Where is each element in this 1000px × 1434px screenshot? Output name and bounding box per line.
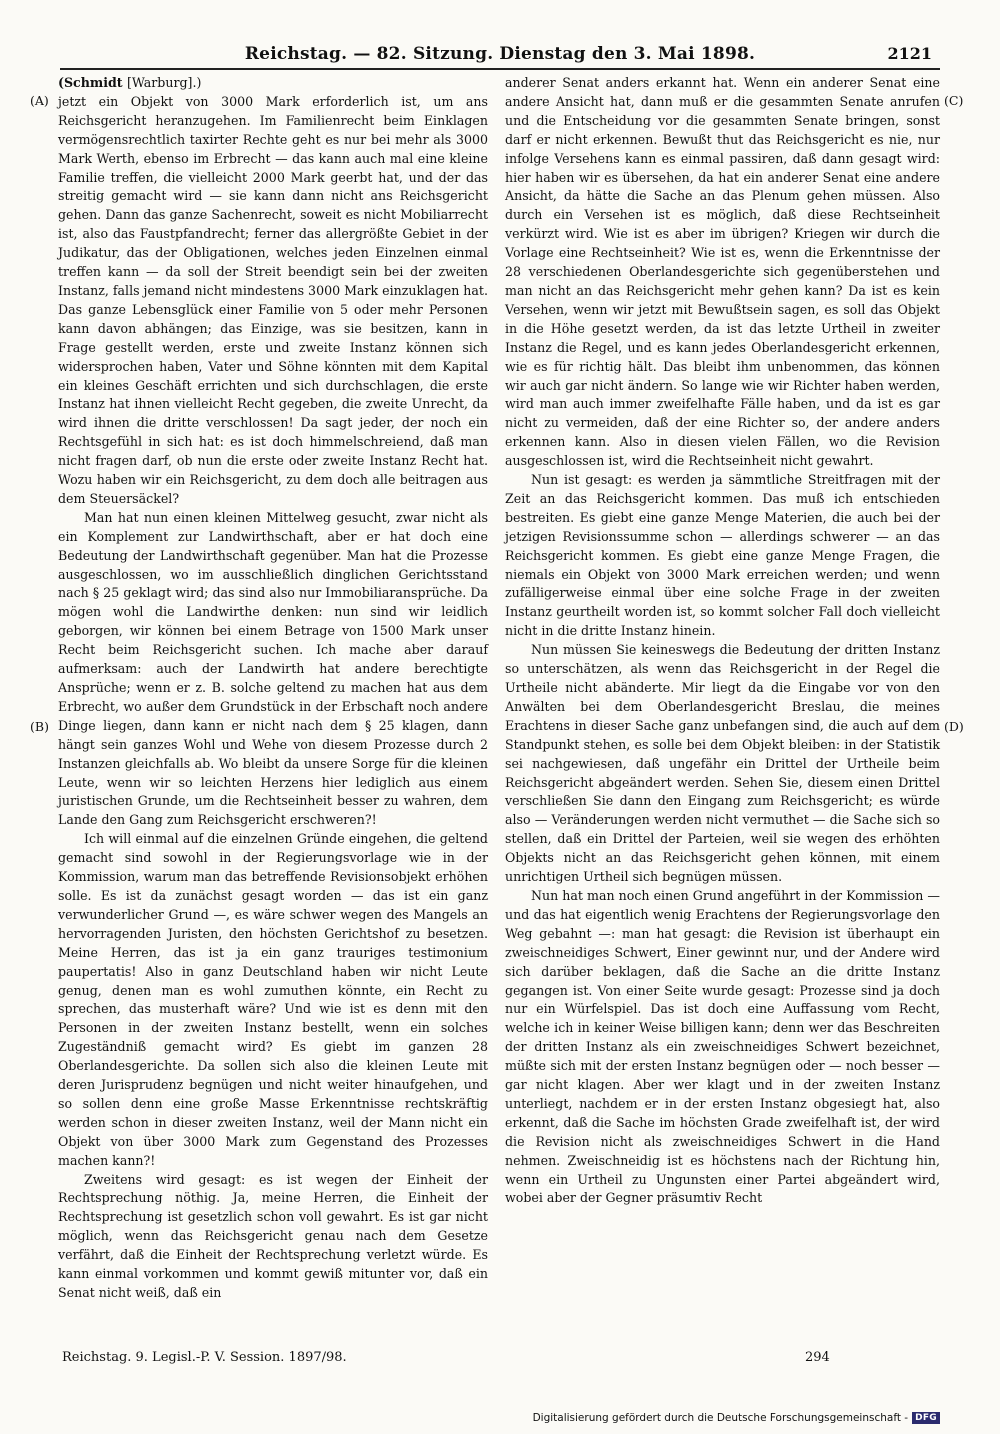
credit-text: Digitalisierung gefördert durch die Deutsche Forschungsgemeinschaft - [532,1412,909,1424]
page-title: Reichstag. — 82. Sitzung. Dienstag den 3. Mai 1898. [244,44,756,64]
speaker-label [58,74,488,93]
left-paragraph-4: Zweitens wird gesagt: es ist wegen der Einheit der Rechtsprechung nöthig. Ja, meine Herren, die Einheit der Rechtsprechung ist gesetzlich schon voll gewahrt. Es ist gar nicht möglich, wenn das Reichsgericht genau nach dem Gesetze verfährt, daß die Einheit der Rechtsprechung verletzt würde. Es kann einmal vorkommen und kommt gewiß mitunter vor, daß ein Senat nicht weiß, daß ein [58,1171,488,1300]
right-paragraph-3: Nun müssen Sie keineswegs die Bedeutung der dritten Instanz so unterschätzen, als wenn das Reichsgericht in der Regel die Urtheile nicht abänderte. Mir liegt da die Eingabe vor von den Anwälten bei dem Oberlandesgericht Breslau, die meines Erachtens in dieser Sache ganz unbefangen sind, die auch auf dem Standpunkt stehen, es solle bei dem Objekt bleiben: in der Statistik sei nachgewiesen, daß ungefähr ein Drittel der Urtheile beim Reichsgericht abgeändert werden. Sehen Sie, diesem einen Drittel verschließen Sie dann den Eingang zum Reichsgericht; es würde also — Veränderungen werden nicht vermuthet — die Sache sich so stellen, daß ein Drittel der Parteien, weil sie wegen des erhöhten Objekts nicht an das Reichsgericht gehen können, mit einem unrichtigen Urtheil sich begnügen müssen. [505,642,940,885]
left-paragraph-2: Man hat nun einen kleinen Mittelweg gesucht, zwar nicht als ein Komplement zur Landwirthschaft, aber er hat doch eine Bedeutung der Landwirthschaft gegenüber. Man hat die Prozesse ausgeschlossen, wo im ausschließlich dinglichen Gerichtsstand nach § 25 geklagt wird; das sind also nur Immobiliaransprüche. Da mögen wohl die Landwirthe denken: nun sind wir leidlich geborgen, wir können bei einem Betrage von 1500 Mark unser Recht beim Reichsgericht suchen. Ich mache aber darauf aufmerksam: auch der Landwirth hat andere berechtigte Ansprüche; wenn er z. B. solche geltend zu machen hat aus dem Erbrecht, wo außer dem Grundstück in der Erbschaft noch andere Dinge liegen, dann kann er nicht nach dem § 25 klagen, dann hängt sein ganzes Wohl und Wehe von diesem Prozesse durch 2 Instanzen gleichfalls ab. Wo bleibt da unsere Sorge für die kleinen Leute, wenn wir so leichten Herzens hier lediglich aus einem juristischen Grunde, um die Rechtseinheit besser zu wahren, dem Lande den Gang zum Reichsgericht erschweren?! [58,509,488,828]
page-header [0,44,1000,66]
footer-sheet-number: 294 [805,1350,830,1365]
speaker-name: (Schmidt [58,75,123,90]
left-paragraph-3: Ich will einmal auf die einzelnen Gründe eingehen, die geltend gemacht sind sowohl in der Regierungsvorlage wie in der Kommission, warum man das betreffende Revisionsobjekt erhöhen solle. Es ist da zunächst gesagt worden — das ist ein ganz verwunderlicher Grund —, es wäre schwer wegen des Mangels an hervorragenden Juristen, den höchsten Gerichtshof zu besetzen. Meine Herren, das ist ja ein ganz trauriges testimonium paupertatis! Also in ganz Deutschland haben wir nicht Leute genug, denen man es wohl zumuthen könnte, ein Recht zu sprechen, das musterhaft wäre? Und wie ist es denn mit den Personen in der zweiten Instanz bestellt, wenn ein solches Zugeständniß gemacht wird? Es giebt im ganzen 28 Oberlandesgerichte. Da sollen sich also die kleinen Leute mit deren Jurisprudenz begnügen und nicht weiter hinaufgehen, und so sollen denn eine große Masse Erkenntnisse rechtskräftig werden schon in dieser zweiten Instanz, weil der Mann nicht ein Objekt von über 3000 Mark zum Gegenstand des Prozesses machen kann?! [58,831,488,1168]
speaker-place: [Warburg].) [127,75,202,90]
margin-marker-d: (D) [944,719,964,734]
page-number: 2121 [887,44,932,63]
margin-marker-b: (B) [30,719,49,734]
margin-marker-a: (A) [30,93,49,108]
digitization-credit [533,1412,940,1424]
footer-session: Reichstag. 9. Legisl.-P. V. Session. 1897/98. [62,1350,347,1365]
margin-marker-c: (C) [944,93,964,108]
right-column [505,74,940,1208]
right-paragraph-2: Nun ist gesagt: es werden ja sämmtliche Streitfragen mit der Zeit an das Reichsgericht kommen. Das muß ich entschieden bestreiten. Es giebt eine ganze Menge Materien, die auch bei der jetzigen Revisionssumme schon — allerdings schwerer — an das Reichsgericht kommen. Es giebt eine ganze Menge Fragen, die niemals ein Objekt von 3000 Mark erreichen werden; und wenn zufälligerweise einmal über eine solche Frage in der zweiten Instanz geurtheilt worden ist, so kommt solcher Fall doch vielleicht nicht in die dritte Instanz hinein. [505,472,940,639]
header-rule [60,68,940,70]
dfg-logo-icon: DFG [912,1412,940,1424]
left-paragraph-1: jetzt ein Objekt von 3000 Mark erforderlich ist, um ans Reichsgericht heranzugehen. Im Familienrecht beim Einklagen vermögensrechtlich taxirter Rechte geht es nur bei mehr als 3000 Mark Werth, ebenso im Erbrecht — das kann auch mal eine kleine Familie treffen, die vielleicht 2000 Mark geerbt hat, und der das streitig gemacht wird — sie kann dann nicht ans Reichsgericht gehen. Dann das ganze Sachenrecht, soweit es nicht Mobiliarrecht ist, also das Faustpfandrecht; ferner das allergrößte Gebiet in der Judikatur, das der Obligationen, welches jeden Einzelnen einmal treffen kann — da soll der Streit beendigt sein bei der zweiten Instanz, falls jemand nicht mindestens 3000 Mark einzuklagen hat. Das ganze Lebensglück einer Familie von 5 oder mehr Personen kann davon abhängen; das Einzige, was sie besitzen, kann in Frage gestellt werden, erste und zweite Instanz können sich widersprochen haben, Vater und Söhne könnten mit dem Kapital ein kleines Geschäft errichten und sich durchschlagen, die erste Instanz hat ihnen vielleicht Recht gegeben, die zweite Unrecht, da wird ihnen die dritte verschlossen! Da sagt jeder, der noch ein Rechtsgefühl in sich hat: es ist doch himmelschreiend, daß man nicht fragen darf, ob nun die erste oder zweite Instanz Recht hat. Wozu haben wir ein Reichsgericht, zu dem doch alle beitragen aus dem Steuersäckel? [58,93,488,506]
right-paragraph-4: Nun hat man noch einen Grund angeführt in der Kommission — und das hat eigentlich wenig Erachtens der Regierungsvorlage den Weg gebahnt —: man hat gesagt: die Revision ist überhaupt ein zweischneidiges Schwert, Einer gewinnt nur, und der Andere wird sich darüber beklagen, daß die Sache an die dritte Instanz gegangen ist. Von einer Seite wurde gesagt: Prozesse sind ja doch nur ein Würfelspiel. Das ist doch eine Auffassung vom Recht, welche ich in keiner Weise billigen kann; denn wer das Beschreiten der dritten Instanz als ein zweischneidiges Schwert bezeichnet, müßte sich mit der ersten Instanz begnügen oder — noch besser — gar nicht klagen. Aber wer klagt und in der zweiten Instanz unterliegt, nachdem er in der ersten Instanz obgesiegt hat, also erkennt, daß die Sache im höchsten Grade zweifelhaft ist, der wird die Revision nicht als zweischneidiges Schwert in die Hand nehmen. Zweischneidig ist es höchstens nach der Richtung hin, wenn ein Urtheil zu Ungunsten einer Partei abgeändert wird, wobei aber der Gegner präsumtiv Recht [505,887,940,1206]
right-paragraph-1: anderer Senat anders erkannt hat. Wenn ein anderer Senat eine andere Ansicht hat, dann muß er die gesammten Senate anrufen und die Entscheidung vor die gesammten Senate bringen, sonst darf er nicht erkennen. Bewußt thut das Reichsgericht es nie, nur infolge Versehens kann es einmal passiren, daß dann gesagt wird: hier haben wir es übersehen, da hat ein anderer Senat eine andere Ansicht, da hätte die Sache an das Plenum gehen müssen. Also durch ein Versehen ist es möglich, daß diese Rechtseinheit verkürzt wird. Wie ist es aber im übrigen? Kriegen wir durch die Vorlage eine Rechtseinheit? Wie ist es, wenn die Erkenntnisse der 28 verschiedenen Oberlandesgerichte sich gegenüberstehen und man nicht an das Reichsgericht mehr gehen kann? Da ist es kein Versehen, wenn wir jetzt mit Bewußtsein sagen, es soll das Objekt in die Höhe gesetzt werden, da ist das letzte Urtheil in zweiter Instanz die Regel, und es kann jedes Oberlandesgericht erkennen, wie es für richtig hält. Das bleibt ihm unbenommen, das können wir auch gar nicht ändern. So lange wie wir Richter haben werden, wird man auch immer zweifelhafte Fälle haben, und da ist es gar nicht zu vermeiden, daß der eine Richter so, der andere anders erkennen kann. Also in diesen vielen Fällen, wo die Revision ausgeschlossen ist, wird die Rechtseinheit nicht gewahrt. [505,75,940,469]
left-column [58,74,488,1303]
